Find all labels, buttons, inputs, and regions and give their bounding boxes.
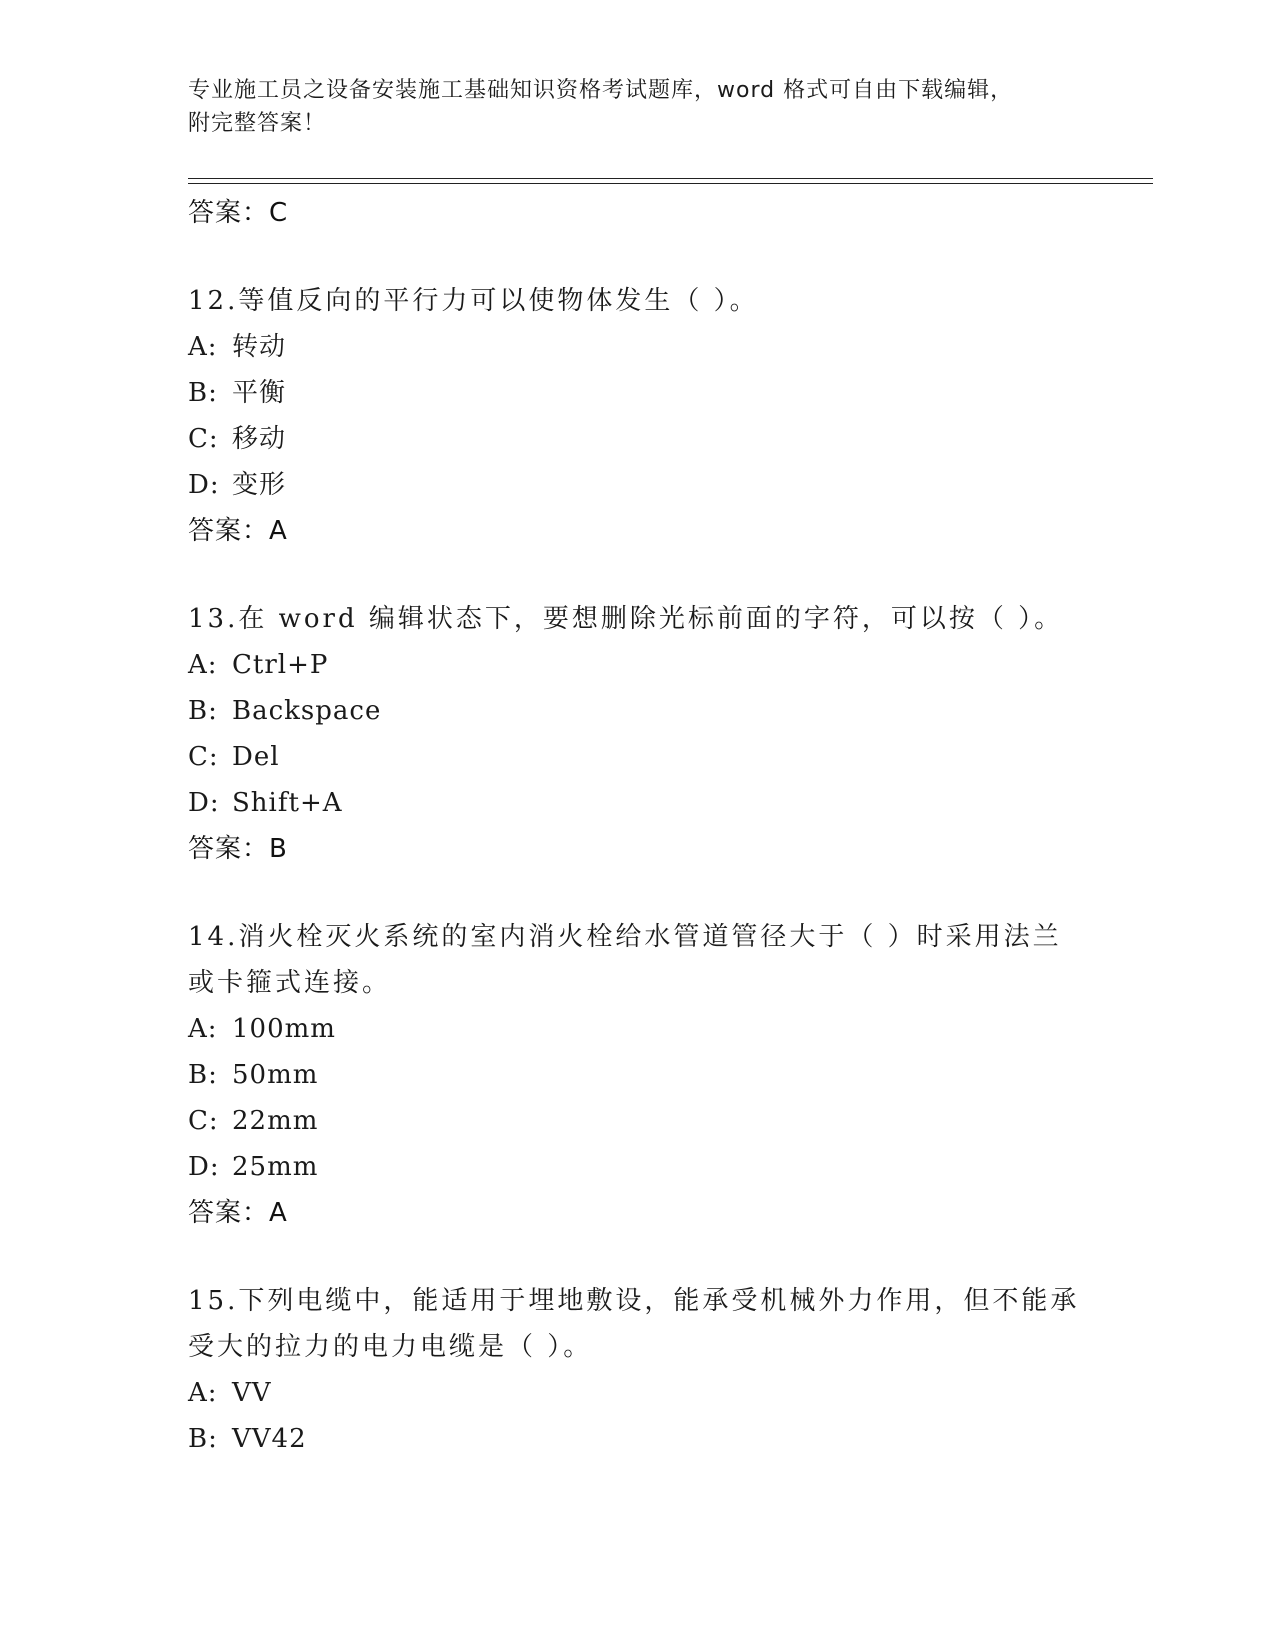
answer-label: 答案： xyxy=(188,516,270,546)
option-key: B: xyxy=(188,378,218,408)
header-title-line-1: 专业施工员之设备安装施工基础知识资格考试题库，word 格式可自由下载编辑， xyxy=(188,78,1014,103)
option-text: Ctrl+P xyxy=(232,650,329,680)
option-text: VV xyxy=(232,1378,272,1408)
option-text: 22mm xyxy=(232,1106,319,1136)
question-text: 14.消火栓灭火系统的室内消火栓给水管道管径大于（ ）时采用法兰或卡箍式连接。 xyxy=(188,922,1062,998)
option-text: Backspace xyxy=(232,696,382,726)
option-c xyxy=(188,1098,1088,1144)
option-key: B: xyxy=(188,696,218,726)
header-divider-top xyxy=(188,178,1153,179)
question-answer xyxy=(188,508,1088,554)
answer-value: A xyxy=(269,516,288,546)
question-text: 13.在 word 编辑状态下，要想删除光标前面的字符，可以按（ ）。 xyxy=(188,604,1064,634)
option-key: A: xyxy=(188,1014,218,1044)
answer-value: B xyxy=(269,834,288,864)
question-15 xyxy=(188,1278,1088,1462)
option-d xyxy=(188,780,1088,826)
question-answer xyxy=(188,826,1088,872)
option-text: 变形 xyxy=(232,470,287,500)
option-text: VV42 xyxy=(232,1424,307,1454)
question-13 xyxy=(188,596,1088,872)
answer-value: C xyxy=(269,198,289,228)
option-key: D: xyxy=(188,788,220,818)
option-c xyxy=(188,734,1088,780)
option-a xyxy=(188,1006,1088,1052)
option-b xyxy=(188,370,1088,416)
option-d xyxy=(188,1144,1088,1190)
option-key: C: xyxy=(188,424,219,454)
answer-value: A xyxy=(269,1198,288,1228)
option-a xyxy=(188,324,1088,370)
option-a xyxy=(188,1370,1088,1416)
question-12 xyxy=(188,278,1088,554)
option-text: Shift+A xyxy=(232,788,343,818)
option-b xyxy=(188,1416,1088,1462)
option-text: 平衡 xyxy=(232,378,287,408)
option-d xyxy=(188,462,1088,508)
option-text: 100mm xyxy=(232,1014,336,1044)
question-14 xyxy=(188,914,1088,1236)
option-c xyxy=(188,416,1088,462)
document-header xyxy=(188,74,1068,140)
option-key: C: xyxy=(188,1106,219,1136)
option-text: 25mm xyxy=(232,1152,319,1182)
question-list xyxy=(188,190,1088,1462)
answer-label: 答案： xyxy=(188,198,270,228)
option-key: B: xyxy=(188,1424,218,1454)
option-key: A: xyxy=(188,1378,218,1408)
option-text: 转动 xyxy=(232,332,287,362)
option-text: 移动 xyxy=(232,424,287,454)
question-answer xyxy=(188,1190,1088,1236)
header-divider-bottom xyxy=(188,183,1153,184)
option-key: A: xyxy=(188,332,218,362)
question-text: 15.下列电缆中，能适用于埋地敷设，能承受机械外力作用，但不能承受大的拉力的电力电缆是（ ）。 xyxy=(188,1286,1080,1362)
option-key: C: xyxy=(188,742,219,772)
header-title-line-2: 附完整答案！ xyxy=(188,111,327,136)
answer-label: 答案： xyxy=(188,1198,270,1228)
question-text: 12.等值反向的平行力可以使物体发生（ ）。 xyxy=(188,286,759,316)
option-key: D: xyxy=(188,470,220,500)
answer-label: 答案： xyxy=(188,834,270,864)
option-key: A: xyxy=(188,650,218,680)
option-text: Del xyxy=(232,742,280,772)
option-b xyxy=(188,688,1088,734)
option-key: D: xyxy=(188,1152,220,1182)
option-a xyxy=(188,642,1088,688)
option-b xyxy=(188,1052,1088,1098)
option-key: B: xyxy=(188,1060,218,1090)
option-text: 50mm xyxy=(232,1060,319,1090)
previous-answer xyxy=(188,190,1088,236)
